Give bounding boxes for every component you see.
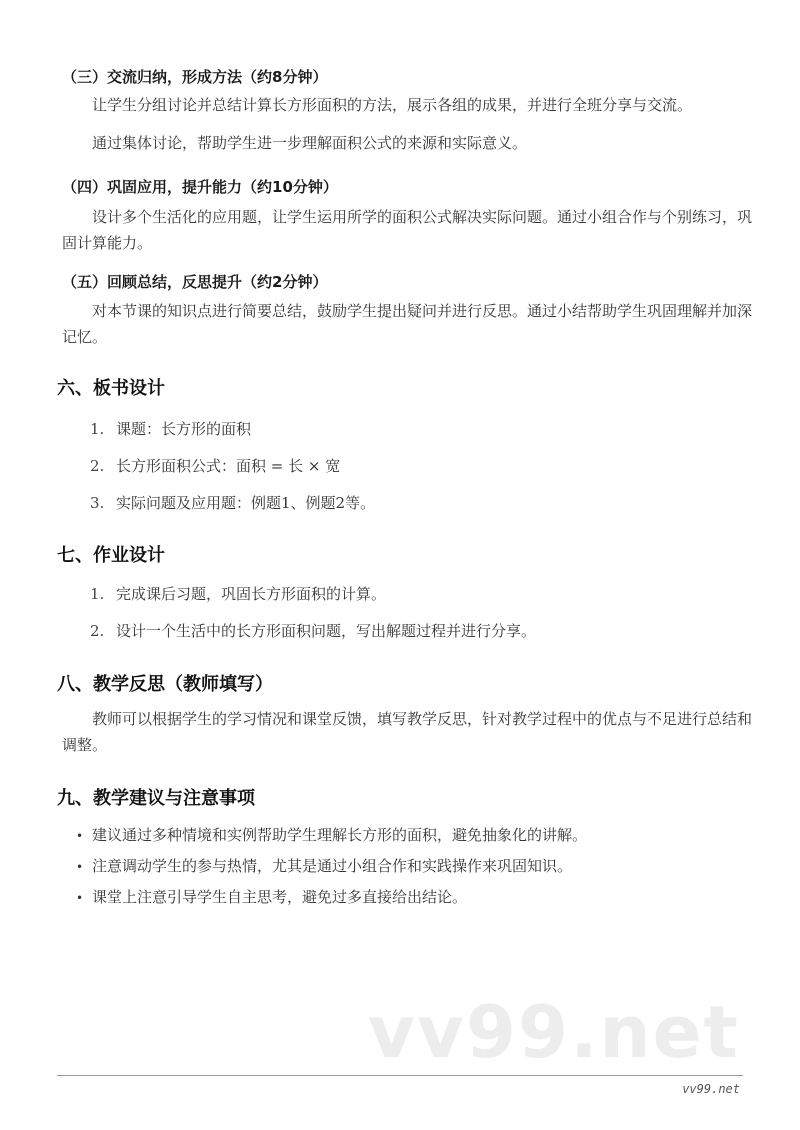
section-heading-suggestions: 九、教学建议与注意事项 [57, 788, 255, 809]
bullet-item [76, 855, 572, 876]
subsection-heading-5: （五）回顾总结，反思提升（约2分钟） [62, 273, 328, 291]
footer-divider [57, 1075, 743, 1076]
bullet-text: 课堂上注意引导学生自主思考，避免过多直接给出结论。 [92, 888, 468, 906]
bullet-text: 注意调动学生的参与热情，尤其是通过小组合作和实践操作来巩固知识。 [92, 857, 573, 875]
list-item [90, 620, 536, 641]
list-item [90, 418, 251, 439]
subsection-heading-4: （四）巩固应用，提升能力（约10分钟） [62, 178, 338, 196]
list-number: 3. [90, 494, 105, 512]
footer-site-label: vv99.net [682, 1082, 740, 1096]
list-text: 课题：长方形的面积 [116, 420, 252, 438]
list-text: 完成课后习题，巩固长方形面积的计算。 [116, 585, 387, 603]
list-number: 1. [90, 420, 105, 438]
paragraph: 通过集体讨论，帮助学生进一步理解面积公式的来源和实际意义。 [92, 134, 528, 152]
paragraph: 对本节课的知识点进行简要总结，鼓励学生提出疑问并进行反思。通过小结帮助学生巩固理解并加深记忆。 [62, 302, 753, 346]
list-number: 1. [90, 585, 105, 603]
bullet-text: 建议通过多种情境和实例帮助学生理解长方形的面积，避免抽象化的讲解。 [92, 826, 588, 844]
list-number: 2. [90, 622, 105, 640]
paragraph: 设计多个生活化的应用题，让学生运用所学的面积公式解决实际问题。通过小组合作与个别练习，巩固计算能力。 [62, 208, 753, 252]
list-item [90, 492, 375, 513]
bullet-item [76, 886, 467, 907]
section-heading-board: 六、板书设计 [57, 378, 165, 399]
list-text: 实际问题及应用题：例题1、例题2等。 [116, 494, 376, 512]
section-heading-reflection: 八、教学反思（教师填写） [57, 674, 273, 695]
bullet-icon: • [76, 860, 84, 874]
bullet-item [76, 824, 587, 845]
list-item [90, 455, 340, 476]
section-heading-homework: 七、作业设计 [57, 545, 165, 566]
subsection-heading-3: （三）交流归纳，形成方法（约8分钟） [62, 68, 328, 86]
watermark: vv99.net [368, 990, 740, 1074]
bullet-icon: • [76, 829, 84, 843]
bullet-icon: • [76, 891, 84, 905]
list-item [90, 583, 386, 604]
list-number: 2. [90, 457, 105, 475]
list-text: 长方形面积公式：面积 = 长 × 宽 [116, 457, 341, 475]
paragraph: 教师可以根据学生的学习情况和课堂反馈，填写教学反思，针对教学过程中的优点与不足进行总结和调整。 [62, 710, 753, 754]
paragraph: 让学生分组讨论并总结计算长方形面积的方法，展示各组的成果，并进行全班分享与交流。 [92, 96, 693, 114]
list-text: 设计一个生活中的长方形面积问题，写出解题过程并进行分享。 [116, 622, 537, 640]
